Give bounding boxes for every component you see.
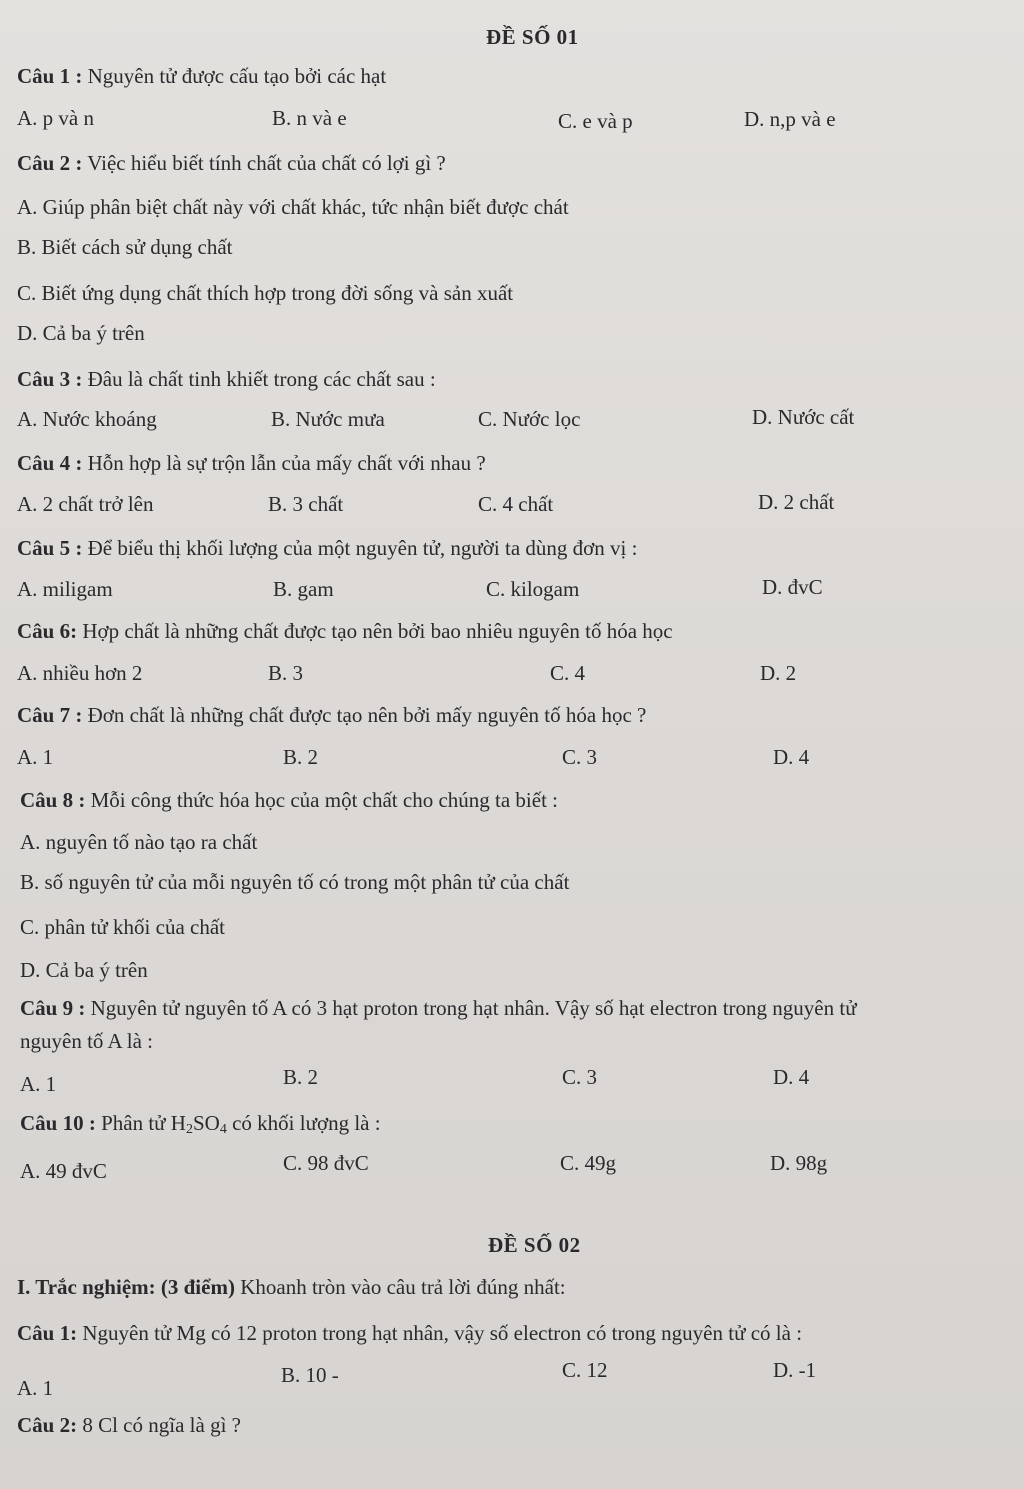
q5-option-d: D. đvC [762, 575, 823, 599]
question-4: Câu 4 : Hỗn hợp là sự trộn lẫn của mấy chất với nhau ? [17, 451, 486, 475]
q9-option-b: B. 2 [283, 1065, 319, 1089]
q6-option-b: B. 3 [268, 661, 304, 685]
q7-option-a: A. 1 [17, 745, 54, 769]
q3-option-c: C. Nước lọc [478, 407, 581, 431]
q9-option-a: A. 1 [20, 1072, 57, 1096]
exam2-q1-option-a: A. 1 [17, 1376, 54, 1400]
question-3: Câu 3 : Đâu là chất tinh khiết trong các chất sau : [17, 367, 436, 391]
question-2: Câu 2 : Việc hiểu biết tính chất của chất có lợi gì ? [17, 151, 446, 175]
q2-option-d: D. Cả ba ý trên [17, 321, 145, 345]
q5-option-b: B. gam [273, 577, 334, 601]
q1-option-b: B. n và e [272, 106, 347, 130]
question-8: Câu 8 : Mỗi công thức hóa học của một chất cho chúng ta biết : [20, 788, 559, 812]
subscript-4: 4 [219, 1122, 227, 1137]
question-10: Câu 10 : Phân tử $H_2SO_4$ có khối lượng là : [20, 1111, 381, 1137]
exam2-question-1: Câu 1: Nguyên tử Mg có 12 proton trong hạt nhân, vậy số electron có trong nguyên tử có là : [17, 1321, 803, 1345]
question-9-continued: nguyên tố A là : [20, 1029, 153, 1053]
q6-option-a: A. nhiều hơn 2 [17, 661, 143, 685]
q5-option-a: A. miligam [17, 577, 113, 601]
q10-option-c: C. 49g [560, 1151, 617, 1175]
exam2-section-heading: I. Trắc nghiệm: (3 điểm) Khoanh tròn vào câu trả lời đúng nhất: [17, 1275, 566, 1299]
q8-option-a: A. nguyên tố nào tạo ra chất [20, 830, 258, 854]
q2-option-a: A. Giúp phân biệt chất này với chất khác, tức nhận biết được chát [17, 195, 569, 219]
q1-option-d: D. n,p và e [744, 107, 836, 131]
exam2-question-2: Câu 2: 8 Cl có ngĩa là gì ? [17, 1413, 241, 1437]
exam2-q1-option-c: C. 12 [562, 1358, 608, 1382]
q4-option-c: C. 4 chất [478, 492, 554, 516]
exam2-title: ĐỀ SỐ 02 [488, 1233, 581, 1257]
question-5: Câu 5 : Để biểu thị khối lượng của một nguyên tử, người ta dùng đơn vị : [17, 536, 638, 560]
q5-option-c: C. kilogam [486, 577, 580, 601]
q9-option-d: D. 4 [773, 1065, 810, 1089]
q8-option-b: B. số nguyên tử của mỗi nguyên tố có trong một phân tử của chất [20, 870, 570, 894]
q7-option-d: D. 4 [773, 745, 810, 769]
question-9: Câu 9 : Nguyên tử nguyên tố A có 3 hạt proton trong hạt nhân. Vậy số hạt electron trong nguyên tử [20, 996, 857, 1020]
q7-option-c: C. 3 [562, 745, 598, 769]
q3-option-a: A. Nước khoáng [17, 407, 157, 431]
question-1: Câu 1 : Nguyên tử được cấu tạo bởi các hạt [17, 64, 387, 88]
q10-option-b: C. 98 đvC [283, 1151, 369, 1175]
q7-option-b: B. 2 [283, 745, 319, 769]
q1-option-c: C. e và p [558, 109, 633, 133]
q2-option-b: B. Biết cách sử dụng chất [17, 235, 233, 259]
question-7: Câu 7 : Đơn chất là những chất được tạo nên bởi mấy nguyên tố hóa học ? [17, 703, 647, 727]
q8-option-d: D. Cả ba ý trên [20, 958, 148, 982]
exam2-q1-option-b: B. 10 - [281, 1363, 339, 1387]
q8-option-c: C. phân tử khối của chất [20, 915, 225, 939]
q6-option-c: C. 4 [550, 661, 586, 685]
q6-option-d: D. 2 [760, 661, 797, 685]
exam2-q1-option-d: D. -1 [773, 1358, 817, 1382]
exam1-title: ĐỀ SỐ 01 [486, 25, 579, 49]
q10-option-d: D. 98g [770, 1151, 828, 1175]
q2-option-c: C. Biết ứng dụng chất thích hợp trong đời sống và sản xuất [17, 281, 514, 305]
q4-option-b: B. 3 chất [268, 492, 344, 516]
q1-option-a: A. p và n [17, 106, 94, 130]
q10-option-a: A. 49 đvC [20, 1159, 107, 1183]
q3-option-d: D. Nước cất [752, 405, 855, 429]
subscript-2: 2 [185, 1122, 193, 1137]
q3-option-b: B. Nước mưa [271, 407, 385, 431]
q4-option-a: A. 2 chất trở lên [17, 492, 154, 516]
q9-option-c: C. 3 [562, 1065, 598, 1089]
q4-option-d: D. 2 chất [758, 490, 835, 514]
question-6: Câu 6: Hợp chất là những chất được tạo nên bởi bao nhiêu nguyên tố hóa học [17, 619, 673, 643]
